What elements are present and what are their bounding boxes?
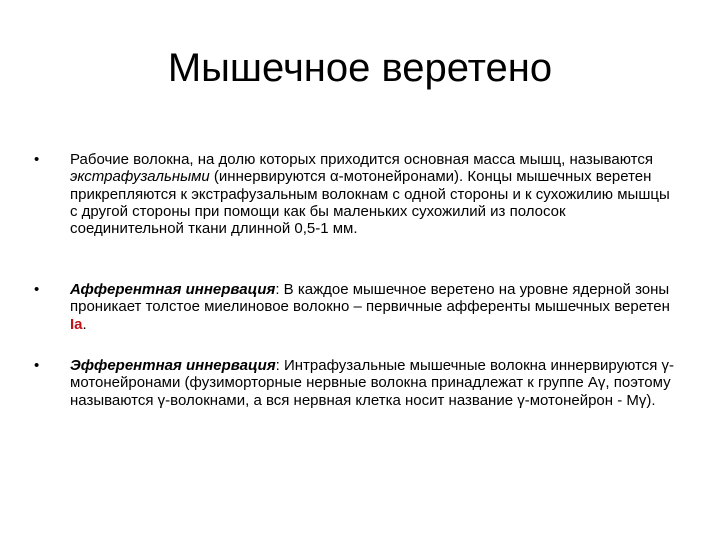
bullet-text — [70, 151, 676, 237]
text-segment: ). — [646, 391, 656, 409]
term-afferent-innervation: Афферентная иннервация — [70, 281, 276, 298]
term-efferent-innervation: Эфферентная иннервация — [70, 357, 276, 374]
greek-gamma-symbol: γ — [597, 374, 606, 392]
text-segment: -волокнами, а вся нервная клетка носит название — [165, 391, 518, 409]
bullet-marker: • — [34, 281, 40, 298]
text-segment: (иннервируются — [209, 168, 330, 186]
italic-term-extrafusal: экстрафузальными — [70, 168, 210, 186]
text-segment: , поэтому называются — [70, 374, 671, 409]
text-segment: . — [82, 315, 87, 333]
text-segment: : Интрафузальные мышечные волокна иннервируются — [275, 357, 662, 374]
greek-gamma-symbol: γ — [661, 357, 670, 374]
greek-gamma-symbol: γ — [517, 391, 525, 409]
greek-gamma-symbol: γ — [638, 391, 647, 409]
bullet-marker: • — [34, 357, 40, 374]
text-segment: Рабочие волокна, на долю которых приходится основная масса мышц, называются — [70, 151, 653, 168]
text-segment: -мотонейрон - М — [524, 391, 639, 409]
greek-gamma-symbol: γ — [157, 391, 166, 409]
highlight-ia: Ia — [70, 315, 83, 333]
slide-title: Мышечное веретено — [167, 46, 553, 90]
bullet-marker: • — [34, 151, 40, 168]
text-segment: -мотонейронами (фузиморторные нервные волокна принадлежат к группе А — [70, 357, 675, 392]
bullet-text — [70, 281, 676, 333]
text-segment: -мотонейронами). Концы мышечных веретен прикрепляются к экстрафузальным волокнам с одной стороны и к сухожилию мышцы с другой стороны при помощи как бы маленьких сухожилий из полосок соединительной ткани длинной 0,5-1 мм. — [70, 168, 670, 238]
greek-alpha-symbol: α — [329, 168, 339, 186]
bullet-text — [70, 357, 676, 409]
text-segment: : В каждое мышечное веретено на уровне ядерной зоны проникает толстое миелиновое волокно – первичные афференты мышечных веретен — [70, 281, 670, 316]
